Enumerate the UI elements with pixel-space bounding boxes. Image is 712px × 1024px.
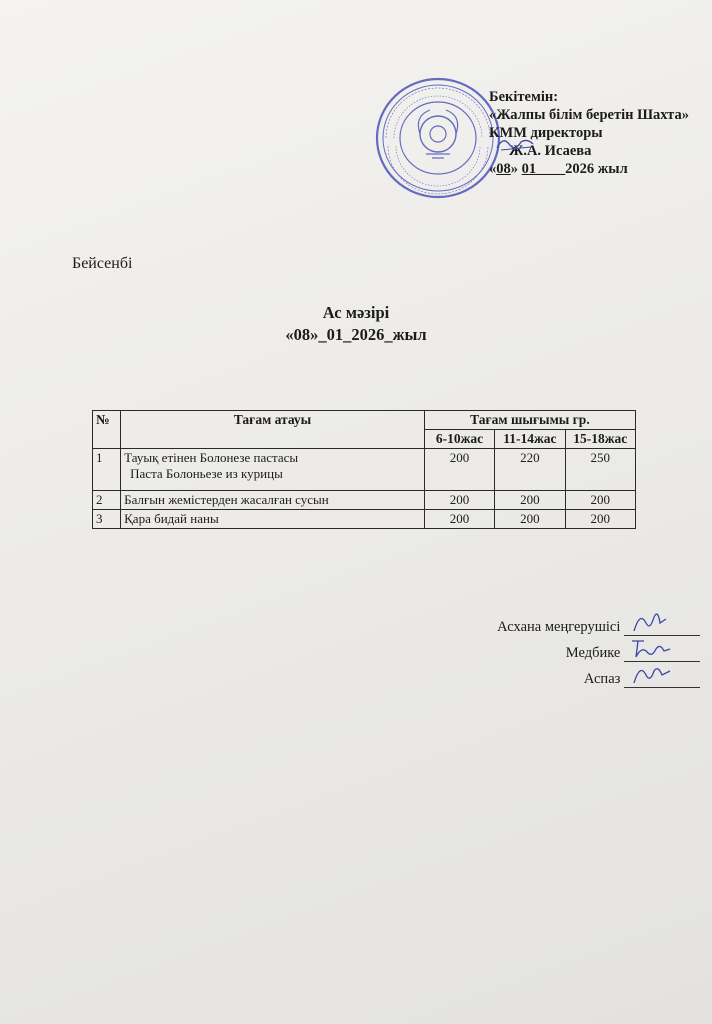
table-row bbox=[93, 449, 636, 491]
table-header-row bbox=[93, 411, 636, 430]
row-value: 200 bbox=[495, 491, 565, 510]
signature-scribble bbox=[630, 663, 674, 687]
row-value: 200 bbox=[424, 449, 494, 491]
dish-name-kz: Тауық етінен Болонезе пастасы bbox=[124, 450, 299, 465]
page-title: Ас мәзірі bbox=[322, 303, 390, 322]
row-value: 250 bbox=[565, 449, 635, 491]
row-value: 200 bbox=[424, 491, 494, 510]
row-name: Қара бидай наны bbox=[121, 510, 425, 529]
header-age-11-14: 11-14жас bbox=[495, 430, 565, 449]
header-no: № bbox=[93, 411, 121, 449]
director-signature bbox=[495, 132, 537, 154]
row-value: 200 bbox=[565, 491, 635, 510]
approval-date-line: «08» 01____2026 жыл bbox=[489, 161, 628, 177]
approval-month: 01 bbox=[521, 161, 537, 177]
weekday: Бейсенбі bbox=[72, 255, 133, 272]
row-value: 200 bbox=[565, 510, 635, 529]
dish-name-ru: Паста Болоньезе из курицы bbox=[130, 466, 283, 481]
row-no: 2 bbox=[93, 491, 121, 510]
signature-line bbox=[624, 617, 700, 636]
row-no: 3 bbox=[93, 510, 121, 529]
row-value: 200 bbox=[495, 510, 565, 529]
cook-label: Аспаз bbox=[583, 671, 621, 687]
school-name: «Жалпы білім беретін Шахта» bbox=[489, 107, 689, 123]
row-no: 1 bbox=[93, 449, 121, 491]
signature-scribble bbox=[630, 637, 674, 661]
canteen-head-signature bbox=[497, 617, 700, 636]
signature-line bbox=[624, 669, 700, 688]
header-age-15-18: 15-18жас bbox=[565, 430, 635, 449]
row-name bbox=[121, 449, 425, 491]
table-row bbox=[93, 510, 636, 529]
header-yield: Тағам шығымы гр. bbox=[424, 411, 635, 430]
table-row bbox=[93, 491, 636, 510]
approval-heading: Бекітемін: bbox=[489, 89, 559, 105]
cook-signature bbox=[584, 669, 700, 688]
nurse-label: Медбике bbox=[565, 645, 621, 661]
row-name: Балғын жемістерден жасалған сусын bbox=[121, 491, 425, 510]
director-name: Ж.А. Исаева bbox=[509, 143, 592, 159]
header-name: Тағам атауы bbox=[121, 411, 425, 449]
nurse-signature bbox=[566, 643, 700, 662]
approval-year: 2026 жыл bbox=[565, 161, 628, 177]
menu-date: «08»_01_2026_жыл bbox=[285, 325, 427, 344]
official-stamp bbox=[374, 76, 502, 200]
signature-line bbox=[624, 643, 700, 662]
row-value: 220 bbox=[495, 449, 565, 491]
signature-scribble bbox=[630, 609, 670, 635]
director-title: КММ директоры bbox=[489, 125, 603, 141]
menu-table bbox=[92, 410, 636, 529]
row-value: 200 bbox=[424, 510, 494, 529]
canteen-head-label: Асхана меңгерушісі bbox=[497, 619, 621, 635]
header-age-6-10: 6-10жас bbox=[424, 430, 494, 449]
approval-day: 08 bbox=[496, 161, 511, 177]
